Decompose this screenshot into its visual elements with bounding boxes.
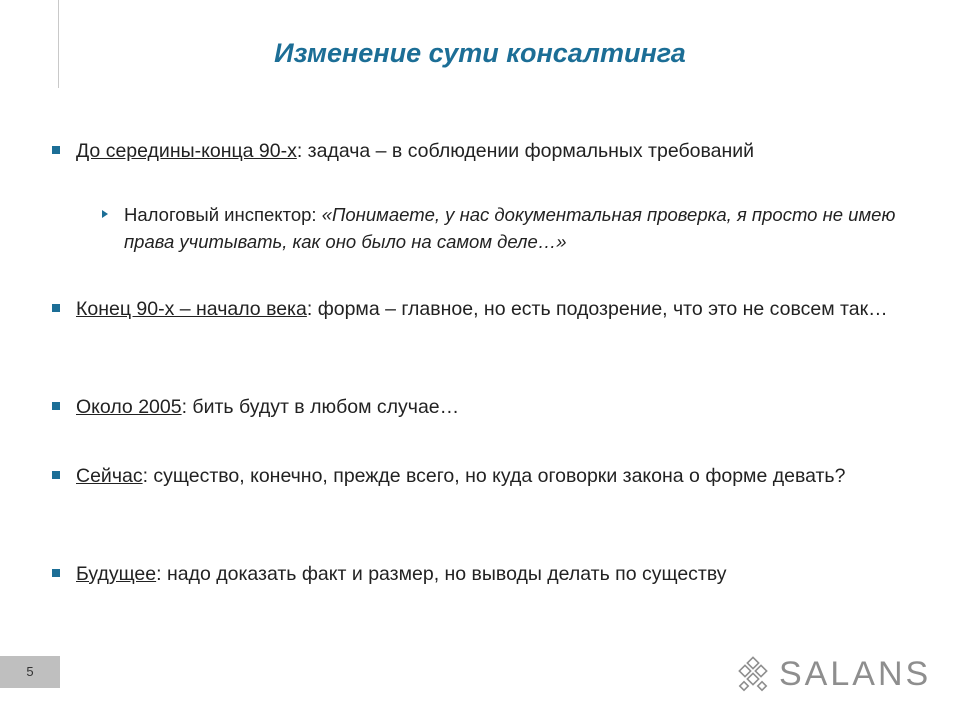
sub-bullet-text	[124, 201, 902, 255]
bullet-item-3	[50, 394, 910, 421]
bullet-item-4	[50, 463, 910, 490]
sub-bullet-quote: «Понимаете, у нас документальная проверка, я просто не имею права учитывать, как оно было на самом деле…»	[124, 204, 896, 252]
bullet-body: : существо, конечно, прежде всего, но куда оговорки закона о форме девать?	[142, 465, 846, 487]
logo-wordmark: SALANS	[779, 655, 932, 693]
bullet-square-icon	[52, 146, 60, 154]
triangle-bullet-icon	[102, 210, 108, 218]
bullet-square-icon	[52, 569, 60, 577]
bullet-lead: Конец 90-х – начало века	[76, 298, 307, 320]
bullet-text	[76, 138, 910, 165]
bullet-body: : форма – главное, но есть подозрение, что это не совсем так…	[306, 298, 888, 320]
bullet-item-1	[50, 138, 910, 165]
bullet-text	[76, 561, 910, 588]
bullet-text	[76, 296, 910, 323]
bullet-lead: Будущее	[76, 563, 157, 585]
bullet-item-2	[50, 296, 910, 323]
bullet-text	[76, 394, 910, 421]
bullet-lead: Сейчас	[76, 465, 143, 487]
page-number: 5	[0, 656, 60, 688]
sub-bullet-item	[102, 201, 902, 255]
bullet-square-icon	[52, 402, 60, 410]
bullet-item-5	[50, 561, 910, 588]
company-logo	[735, 655, 932, 695]
diamond-lattice-icon	[735, 655, 775, 695]
bullet-body: : задача – в соблюдении формальных требований	[296, 140, 755, 162]
bullet-square-icon	[52, 304, 60, 312]
bullet-lead: До середины-конца 90-х	[76, 140, 297, 162]
bullet-text	[76, 463, 910, 490]
bullet-square-icon	[52, 471, 60, 479]
slide-title: Изменение сути консалтинга	[274, 38, 686, 68]
sub-bullet-prefix: Налоговый инспектор:	[124, 204, 322, 225]
bullet-body: : надо доказать факт и размер, но выводы делать по существу	[156, 563, 727, 585]
bullet-body: : бить будут в любом случае…	[181, 396, 460, 418]
bullet-lead: Около 2005	[76, 396, 182, 418]
